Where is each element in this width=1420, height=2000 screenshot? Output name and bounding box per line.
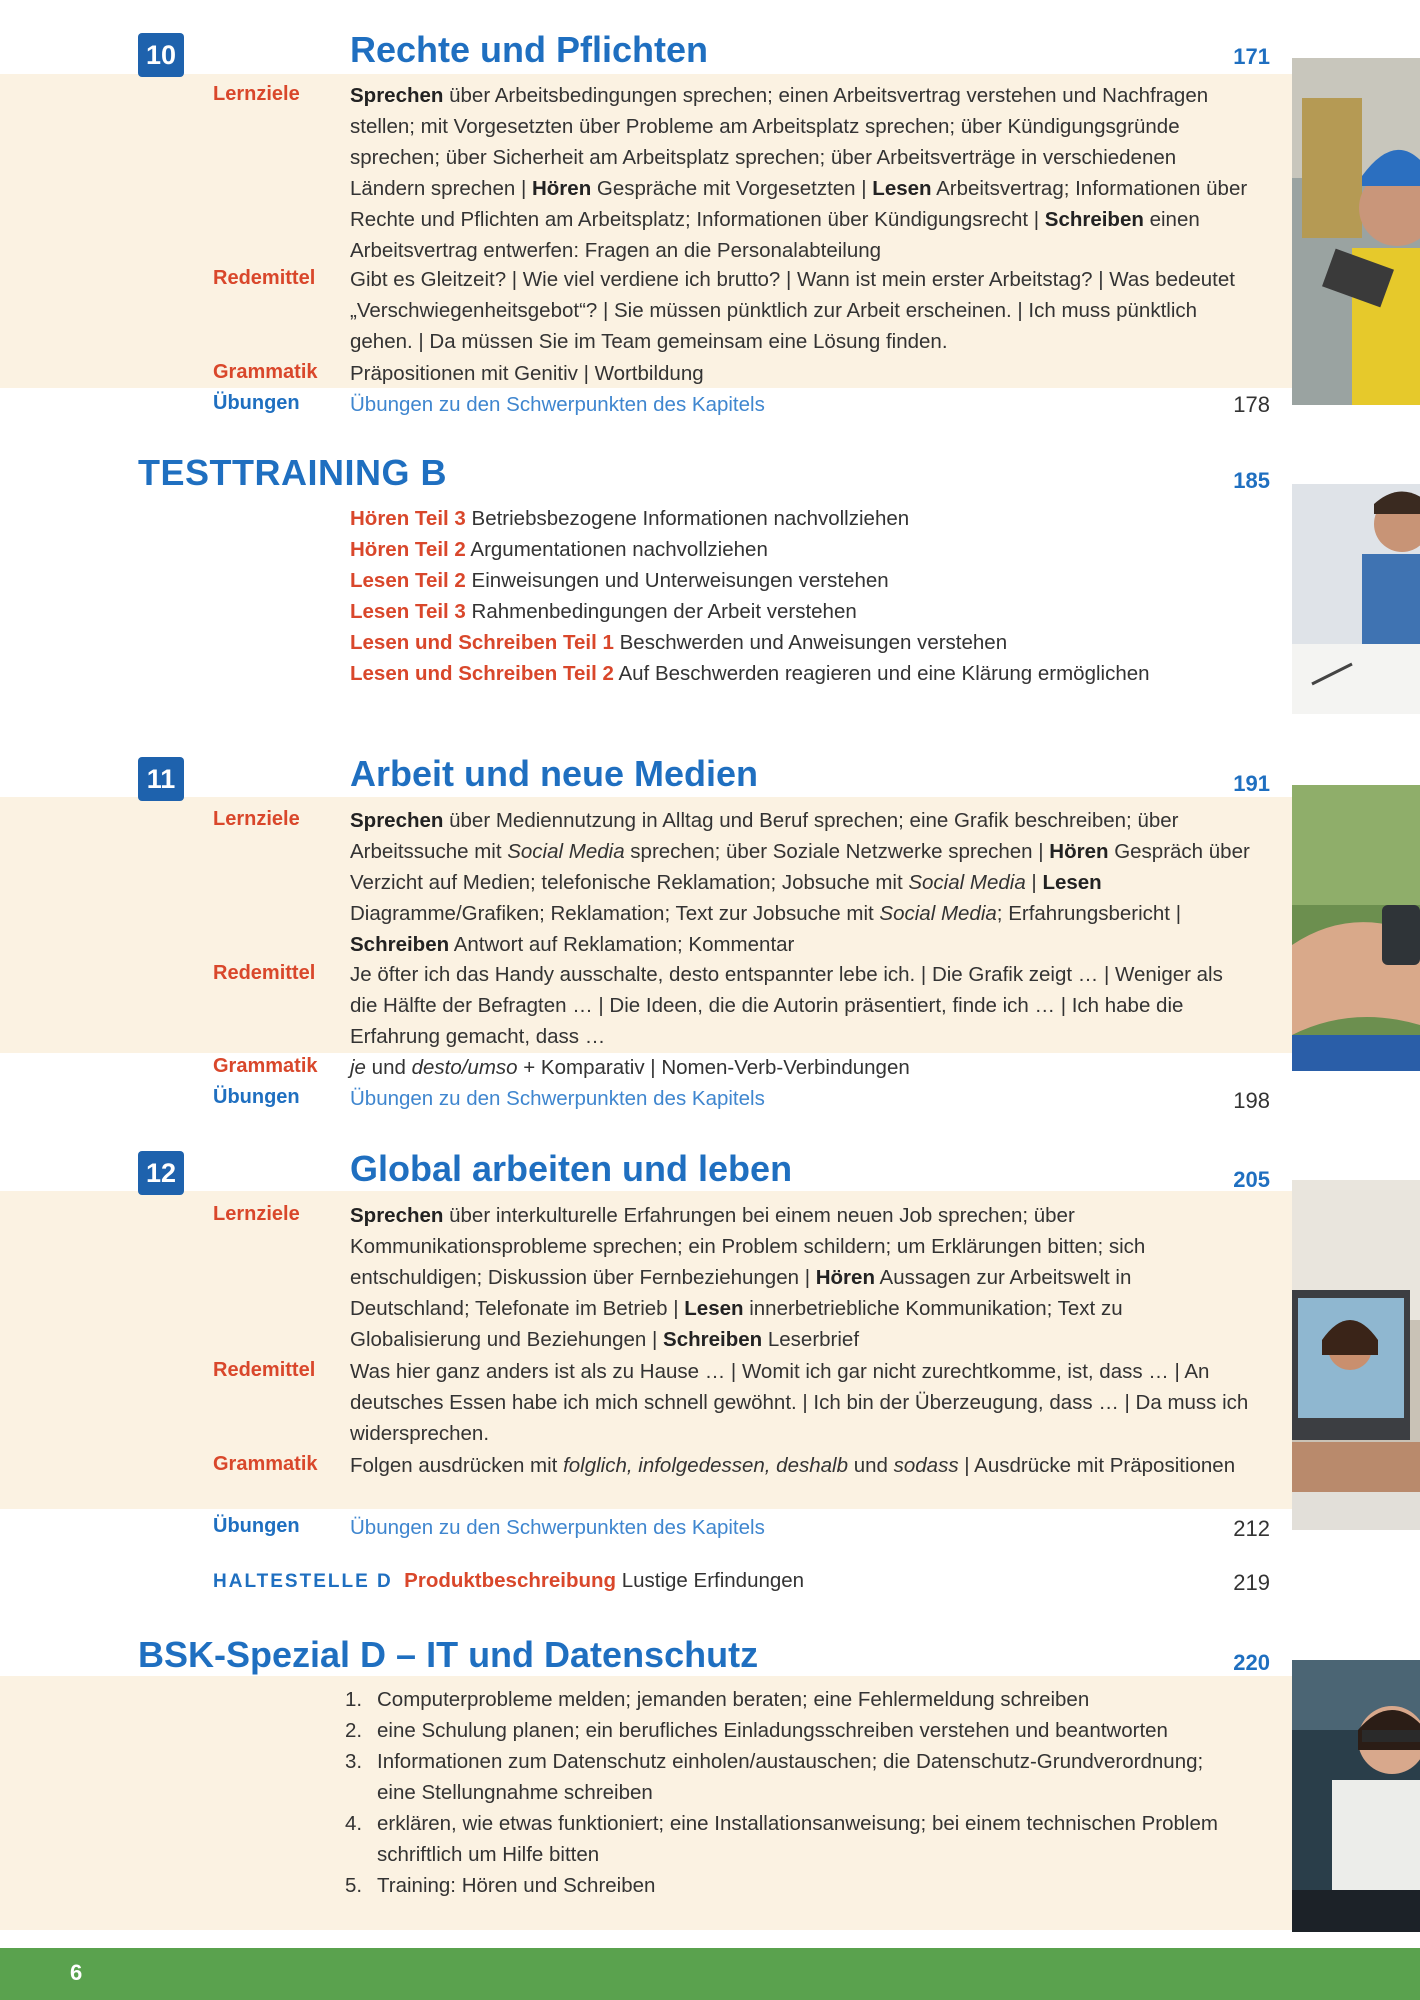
redemittel-label: Redemittel [213, 1359, 316, 1381]
chapter-title[interactable]: Rechte und Pflichten [350, 29, 709, 70]
testtraining-list [350, 503, 1250, 689]
lernziele-text: Sprechen über Arbeitsbedingungen sprechen; einen Arbeitsvertrag verstehen und Nachfragen stellen; mit Vorgesetzten über Probleme am Arbeitsplatz sprechen; über Kündigungsgründe sprechen; über Sicherheit am Arbeitsplatz sprechen; über Arbeitsverträge in verschiedenen Ländern sprechen | Hören Gespräche mit Vorgesetzten | Lesen Arbeitsvertrag; Informationen über Rechte und Pflichten am Arbeitsplatz; Informationen über Kündigungsrecht | Schreiben einen Arbeitsvertrag entwerfen: Fragen an die Personalabteilung [350, 84, 1248, 262]
redemittel-text: Je öfter ich das Handy ausschalte, desto entspannter lebe ich. | Die Grafik zeigt … | Weniger als die Hälfte der Befragten … | Die Ideen, die die Autorin präsentiert, finde ich … | Ich habe die Erfahrung gemacht, dass … [350, 963, 1223, 1048]
grammatik-label: Grammatik [213, 361, 318, 383]
grammatik-label: Grammatik [213, 1055, 318, 1077]
footer-page-number: 6 [70, 1960, 83, 1985]
bsk-title[interactable]: BSK-Spezial D – IT und Datenschutz [138, 1634, 759, 1675]
ubungen-link[interactable]: Übungen zu den Schwerpunkten des Kapitels [350, 393, 765, 416]
lernziele-label: Lernziele [213, 808, 300, 830]
chapter-title[interactable]: Global arbeiten und leben [350, 1148, 793, 1189]
grammatik-text: je und desto/umso + Komparativ | Nomen-Verb-Verbindungen [350, 1056, 910, 1079]
ubungen-page-number: 178 [1233, 392, 1270, 417]
ubungen-label: Übungen [213, 392, 300, 414]
list-item: Lesen und Schreiben Teil 2 Auf Beschwerden reagieren und eine Klärung ermöglichen [350, 662, 1150, 685]
lernziele-text: Sprechen über Mediennutzung in Alltag und Beruf sprechen; eine Grafik beschreiben; über Arbeitssuche mit Social Media sprechen; über Soziale Netzwerke sprechen | Hören Gespräch über Verzicht auf Medien; telefonische Reklamation; Jobsuche mit Social Media | Lesen Diagramme/Grafiken; Reklamation; Text zur Jobsuche mit Social Media; Erfahrungsbericht | Schreiben Antwort auf Reklamation; Kommentar [350, 809, 1250, 956]
bsk-list [345, 1684, 1245, 1901]
lernziele-label: Lernziele [213, 83, 300, 105]
grammatik-label: Grammatik [213, 1453, 318, 1475]
ubungen-link[interactable]: Übungen zu den Schwerpunkten des Kapitels [350, 1087, 765, 1110]
chapter-page-number[interactable]: 171 [1233, 44, 1270, 69]
list-item: 3. Informationen zum Datenschutz einholen/austauschen; die Datenschutz-Grundverordnung; eine Stellungnahme schreiben [345, 1750, 1204, 1804]
grammatik-text: Präpositionen mit Genitiv | Wortbildung [350, 362, 704, 385]
haltestelle-page-number: 219 [1233, 1570, 1270, 1595]
grammatik-text: Folgen ausdrücken mit folglich, infolgedessen, deshalb und sodass | Ausdrücke mit Präpositionen [350, 1454, 1236, 1477]
it-support-photo [1292, 1660, 1420, 1932]
lernziele-label: Lernziele [213, 1203, 300, 1225]
list-item: 1. Computerprobleme melden; jemanden beraten; eine Fehlermeldung schreiben [345, 1688, 1090, 1711]
ubungen-link[interactable]: Übungen zu den Schwerpunkten des Kapitels [350, 1516, 765, 1539]
chapter-number-badge: 11 [138, 757, 184, 801]
student-writing-photo [1292, 484, 1420, 714]
testtraining-title[interactable]: TESTTRAINING B [138, 452, 447, 493]
haltestelle-line[interactable]: HALTESTELLE D Produktbeschreibung Lustige Erfindungen [213, 1569, 805, 1592]
chapter-page-number[interactable]: 191 [1233, 771, 1270, 796]
ubungen-label: Übungen [213, 1086, 300, 1108]
ubungen-page-number: 198 [1233, 1088, 1270, 1113]
chapter-number-badge: 12 [138, 1151, 184, 1195]
video-call-photo [1292, 1180, 1420, 1530]
ubungen-label: Übungen [213, 1515, 300, 1537]
list-item: 2. eine Schulung planen; ein berufliches Einladungsschreiben verstehen und beantworten [345, 1719, 1168, 1742]
redemittel-label: Redemittel [213, 962, 316, 984]
list-item: Lesen Teil 3 Rahmenbedingungen der Arbeit verstehen [350, 600, 857, 623]
list-item: Hören Teil 2 Argumentationen nachvollziehen [350, 538, 768, 561]
redemittel-text: Gibt es Gleitzeit? | Wie viel verdiene ich brutto? | Wann ist mein erster Arbeitstag? | Was bedeutet „Verschwiegenheitsgebot“? | Sie müssen pünktlich zur Arbeit erscheinen. | Ich muss pünktlich gehen. | Da müssen Sie im Team gemeinsam eine Lösung finden. [350, 268, 1235, 353]
bsk-page-number[interactable]: 220 [1233, 1650, 1270, 1675]
lernziele-text: Sprechen über interkulturelle Erfahrungen bei einem neuen Job sprechen; über Kommunikationsprobleme sprechen; ein Problem schildern; um Erklärungen bitten; sich entschuldigen; Diskussion über Fernbeziehungen | Hören Aussagen zur Arbeitswelt in Deutschland; Telefonate im Betrieb | Lesen innerbetriebliche Kommunikation; Text zu Globalisierung und Beziehungen | Schreiben Leserbrief [350, 1204, 1146, 1351]
redemittel-label: Redemittel [213, 267, 316, 289]
list-item: Lesen Teil 2 Einweisungen und Unterweisungen verstehen [350, 569, 889, 592]
list-item: Lesen und Schreiben Teil 1 Beschwerden und Anweisungen verstehen [350, 631, 1008, 654]
list-item: Hören Teil 3 Betriebsbezogene Informationen nachvollziehen [350, 507, 910, 530]
chapter-page-number[interactable]: 205 [1233, 1167, 1270, 1192]
list-item: 4. erklären, wie etwas funktioniert; eine Installationsanweisung; bei einem technischen Problem schriftlich um Hilfe bitten [345, 1812, 1218, 1866]
smartwatch-photo [1292, 785, 1420, 1071]
ubungen-page-number: 212 [1233, 1516, 1270, 1541]
testtraining-page-number[interactable]: 185 [1233, 468, 1270, 493]
chapter-number-badge: 10 [138, 33, 184, 77]
worker-tablet-photo [1292, 58, 1420, 405]
redemittel-text: Was hier ganz anders ist als zu Hause … | Womit ich gar nicht zurechtkomme, ist, dass … | An deutsches Essen habe ich mich schnell gewöhnt. | Ich bin der Überzeugung, dass … | Da muss ich widersprechen. [350, 1360, 1249, 1445]
chapter-title[interactable]: Arbeit und neue Medien [350, 753, 759, 794]
footer-bar [0, 1948, 1420, 2000]
list-item: 5. Training: Hören und Schreiben [345, 1874, 656, 1897]
